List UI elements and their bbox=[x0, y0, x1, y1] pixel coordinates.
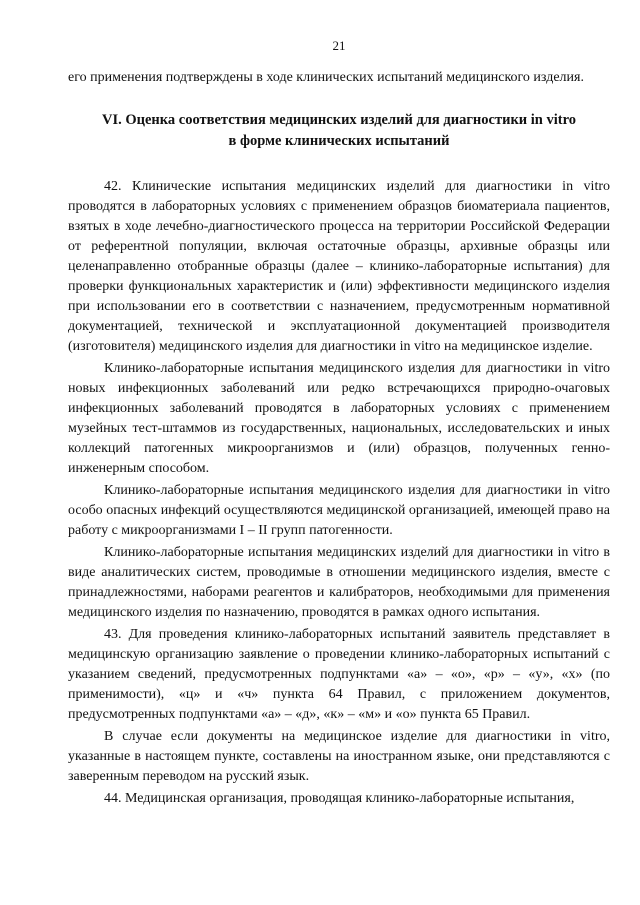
paragraph-new-infections: Клинико-лабораторные испытания медицинского изделия для диагностики in vitro новых инфекционных заболеваний или редко встречающихся природно-очаговых инфекционных заболеваний проводятся в лабораторных условиях с применением музейных тест-штаммов из государственных, национальных, исследовательских и иных коллекций патогенных микроорганизмов и (или) образцов, полученных генно-инженерным способом. bbox=[68, 361, 610, 476]
carryover-paragraph: его применения подтверждены в ходе клинических испытаний медицинского изделия. bbox=[68, 70, 584, 85]
paragraph-analytical-systems: Клинико-лабораторные испытания медицинских изделий для диагностики in vitro в виде аналитических систем, проводимые в отношении медицинского изделия, вместе с принадлежностями, наборами реагентов и калибраторов, необходимыми для применения медицинского изделия по назначению, проводятся в рамках одного испытания. bbox=[68, 545, 610, 620]
section-heading bbox=[68, 110, 610, 152]
paragraph-44: 44. Медицинская организация, проводящая клинико-лабораторные испытания, bbox=[104, 791, 575, 806]
paragraph-foreign-language: В случае если документы на медицинское изделие для диагностики in vitro, указанные в настоящем пункте, составлены на иностранном языке, они представляются с заверенным переводом на русский язык. bbox=[68, 729, 610, 784]
section-heading-line-2: в форме клинических испытаний bbox=[228, 133, 450, 149]
page-number: 21 bbox=[332, 38, 346, 53]
section-heading-line-1: VI. Оценка соответствия медицинских изделий для диагностики in vitro bbox=[101, 112, 577, 128]
paragraph-43: 43. Для проведения клинико-лабораторных испытаний заявитель представляет в медицинскую организацию заявление о проведении клинико-лабораторных испытаний с указанием сведений, предусмотренных подпунктами «а» – «о», «р» – «у», «х» (по применимости), «ц» и «ч» пункта 64 Правил, с приложением документов, предусмотренных подпунктами «а» – «д», «к» – «м» и «о» пункта 65 Правил. bbox=[68, 627, 610, 722]
paragraph-dangerous-infections: Клинико-лабораторные испытания медицинского изделия для диагностики in vitro особо опасных инфекций осуществляются медицинской организацией, имеющей право на работу с микроорганизмами I – II групп патогенности. bbox=[68, 483, 610, 538]
paragraph-42: 42. Клинические испытания медицинских изделий для диагностики in vitro проводятся в лабораторных условиях с применением образцов биоматериала пациентов, взятых в ходе лечебно-диагностического процесса на территории Российской Федерации от референтной популяции, включая остаточные образцы, архивные образцы или целенаправленно отобранные образцы (далее – клинико-лабораторные испытания) для проверки функциональных характеристик и (или) эффективности медицинского изделия при использовании его в соответствии с назначением, предусмотренным нормативной документацией, технической и эксплуатационной документацией производителя (изготовителя) медицинского изделия для диагностики in vitro на медицинское изделие. bbox=[68, 179, 610, 354]
